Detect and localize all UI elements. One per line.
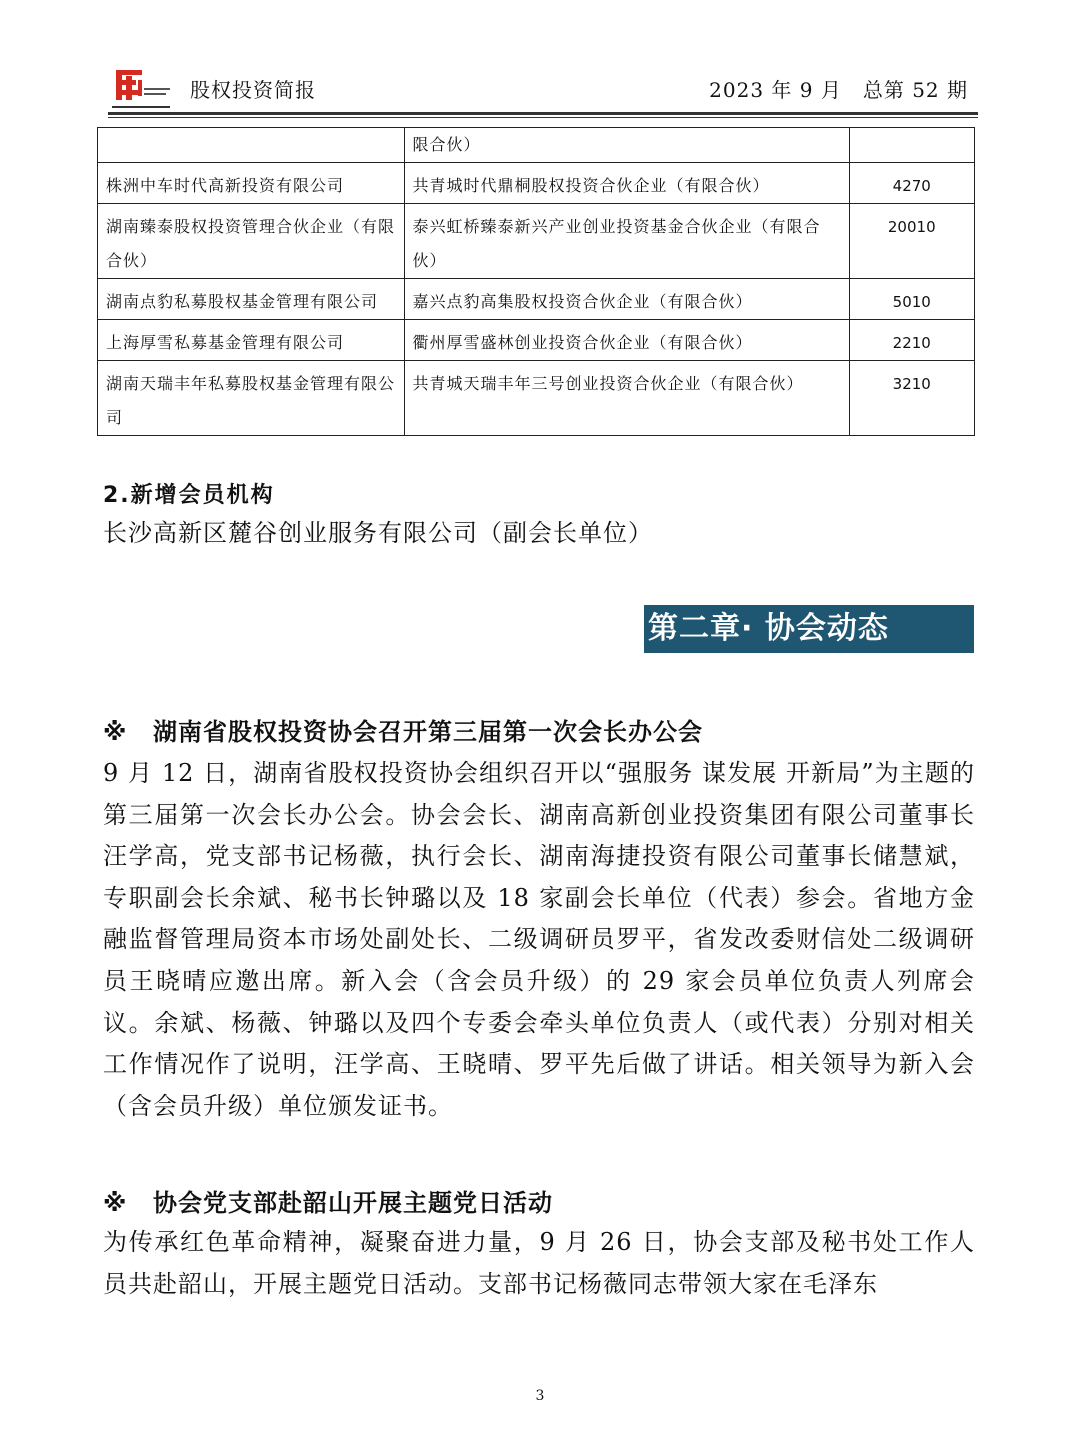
header-rule-thin xyxy=(108,117,978,118)
amount-cell: 4270 xyxy=(849,163,974,204)
article-body: 9 月 12 日，湖南省股权投资协会组织召开以“强服务 谋发展 开新局”为主题的第三届第一次会长办公会。协会会长、湖南高新创业投资集团有限公司董事长汪学高，党支部书记杨薇，执行会长、湖南海捷投资有限公司董事长储慧斌，专职副会长余斌、秘书长钟璐以及 18 家副会长单位（代表）参会。省地方金融监督管理局资本市场处副处长、二级调研员罗平，省发改委财信处二级调研员王晓晴应邀出席。新入会（含会员升级）的 29 家会员单位负责人列席会议。余斌、杨薇、钟璐以及四个专委会牵头单位负责人（或代表）分别对相关工作情况作了说明，汪学高、王晓晴、罗平先后做了讲话。相关领导为新入会（含会员升级）单位颁发证书。 xyxy=(103,759,975,1120)
reference-mark-icon: ※ xyxy=(103,1189,128,1217)
association-logo xyxy=(108,66,178,114)
fund-cell: 衢州厚雪盛林创业投资合伙企业（有限合伙） xyxy=(404,320,849,361)
reference-mark-icon: ※ xyxy=(103,718,128,746)
newsletter-title: 股权投资简报 xyxy=(190,78,316,102)
table-row xyxy=(98,279,975,320)
fund-cell: 嘉兴点豹高集股权投资合伙企业（有限合伙） xyxy=(404,279,849,320)
fund-cell: 共青城天瑞丰年三号创业投资合伙企业（有限合伙） xyxy=(404,361,849,436)
amount-cell xyxy=(849,128,974,163)
manager-cell: 株洲中车时代高新投资有限公司 xyxy=(98,163,405,204)
article-title-text: 湖南省股权投资协会召开第三届第一次会长办公会 xyxy=(153,718,703,746)
chapter-banner: 第二章· 协会动态 xyxy=(644,605,974,653)
fund-cell: 共青城时代鼎桐股权投资合伙企业（有限合伙） xyxy=(404,163,849,204)
page-header xyxy=(108,58,978,114)
section-heading: 2.新增会员机构 xyxy=(103,483,275,508)
fund-cell: 限合伙） xyxy=(404,128,849,163)
manager-cell xyxy=(98,128,405,163)
amount-cell: 2210 xyxy=(849,320,974,361)
manager-cell: 上海厚雪私募基金管理有限公司 xyxy=(98,320,405,361)
issue-info: 2023 年 9 月 总第 52 期 xyxy=(709,78,968,102)
manager-cell: 湖南天瑞丰年私募股权基金管理有限公司 xyxy=(98,361,405,436)
table-row xyxy=(98,128,975,163)
new-member-text: 长沙高新区麓谷创业服务有限公司（副会长单位） xyxy=(103,519,653,547)
table-row xyxy=(98,163,975,204)
header-rule xyxy=(108,112,978,115)
table-row xyxy=(98,204,975,279)
amount-cell: 5010 xyxy=(849,279,974,320)
manager-cell: 湖南臻泰股权投资管理合伙企业（有限合伙） xyxy=(98,204,405,279)
amount-cell: 3210 xyxy=(849,361,974,436)
amount-cell: 20010 xyxy=(849,204,974,279)
article-title xyxy=(103,1183,553,1218)
article-body: 为传承红色革命精神，凝聚奋进力量，9 月 26 日，协会支部及秘书处工作人员共赴韶山，开展主题党日活动。支部书记杨薇同志带领大家在毛泽东 xyxy=(103,1228,975,1298)
article-title xyxy=(103,712,703,747)
article-title-text: 协会党支部赴韶山开展主题党日活动 xyxy=(153,1189,553,1217)
fund-table xyxy=(97,127,975,436)
manager-cell: 湖南点豹私募股权基金管理有限公司 xyxy=(98,279,405,320)
fund-cell: 泰兴虹桥臻泰新兴产业创业投资基金合伙企业（有限合伙） xyxy=(404,204,849,279)
table-row xyxy=(98,361,975,436)
table-row xyxy=(98,320,975,361)
page-number: 3 xyxy=(535,1388,545,1404)
